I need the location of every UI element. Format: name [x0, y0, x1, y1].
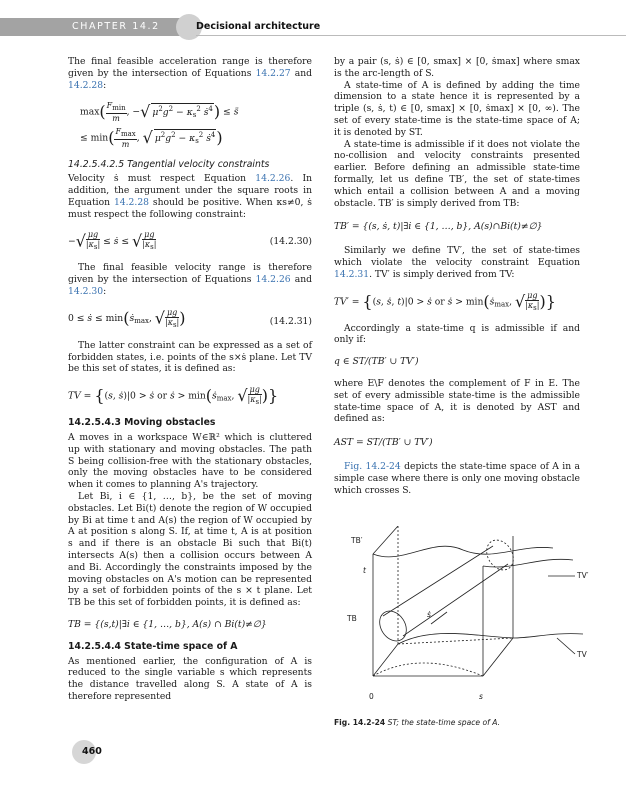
caption-text: ST; the state-time space of A.	[387, 718, 500, 727]
header-rule	[196, 35, 626, 36]
equation-14-2-31: 0 ≤ ṡ ≤ min(ṡ$_{max}$, √ $\frac{\mu g}{|\kappa s|}$ ) (14.2.31)	[68, 307, 312, 329]
paragraph: The latter constraint can be expressed as a set of forbidden states, i.e. points of the s×ṡ plane. Let TV be this set of states, it is defined as:	[68, 339, 312, 375]
equation-link[interactable]: 14.2.28	[68, 79, 104, 91]
equation-admissible: q ∈ ST/(TB′ ∪ TV′)	[334, 356, 419, 368]
label-s-axis: s	[479, 692, 483, 701]
equation-acceleration-range: max( $\frac{Fmin}{m}$ , −√ $\mu^2g^2 - \kappa_s^2$ ṡ$^4$) ≤ s̈ ≤ min( $\frac{Fmax}{m}$ , √ $\mu^2g^2 - \kappa_s^2$ ṡ$^4$)	[80, 101, 239, 150]
chapter-title: Decisional architecture	[196, 21, 321, 32]
equation-14-2-30: −√ $\frac{\mu g}{|\kappa s|}$ ≤ ṡ ≤ √ $\frac{\mu g}{|\kappa s|}$ (14.2.30)	[68, 230, 312, 252]
paragraph: Similarly we define TV′, the set of state-times which violate the velocity constraint Equation 14.2.31. TV′ is simply derived from TV:	[334, 245, 580, 280]
paragraph: A moves in a workspace W∈ℝ² which is cluttered up with stationary and moving obstacles. The path S being collision-free with the stationary obstacles, only the moving obstacles have to be considered when it comes to planning A's trajectory.	[68, 431, 312, 491]
equation-tv-prime: TV′ = {(s, ṡ, t)|0 > ṡ or ṡ > min(ṡ$_{max}$, √ $\frac{\mu g}{|\kappa s|}$ )}	[334, 290, 556, 312]
paragraph: The final feasible acceleration range is therefore given by the intersection of Equations 14.2.27 and 14.2.28:	[68, 56, 313, 91]
section-heading: 14.2.5.4.3 Moving obstacles	[68, 417, 216, 429]
state-time-diagram	[343, 526, 601, 706]
equation-ast: AST = ST/(TB′ ∪ TV′)	[334, 437, 433, 449]
label-tv-prime: TV′	[577, 571, 589, 580]
paragraph: A state-time of A is defined by adding the time dimension to a state hence it is represented by a triple (s, ṡ, t) ∈ [0, smax] × [0, ṡmax] × [0, ∞). The set of every state-time is the state-time space of A; it is denoted by ST.	[334, 79, 580, 138]
figure-caption	[334, 718, 594, 727]
equation-link[interactable]: 14.2.28	[113, 196, 150, 208]
figure-link[interactable]: Fig. 14.2-24	[344, 460, 401, 472]
equation-link[interactable]: 14.2.30	[68, 285, 104, 297]
chapter-label: CHAPTER 14.2	[0, 18, 186, 36]
equation-link[interactable]: 14.2.26	[255, 173, 291, 185]
equation-tv: TV = {(s, ṡ)|0 > ṡ or ṡ > min(ṡ$_{max}$, √ $\frac{\mu g}{|\kappa s|}$ )}	[68, 385, 279, 407]
equation-tb-prime: TB′ = {(s, ṡ, t)|∃i ∈ {1, …, b}, A(s)∩Bi(t)≠∅}	[334, 221, 543, 233]
paragraph: by a pair (s, ṡ) ∈ [0, smax] × [0, ṡmax] where smax is the arc-length of S.	[334, 56, 580, 79]
paragraph: A state-time is admissible if it does not violate the no-collision and velocity constraints presented earlier. Before defining an admissible state-time formally, let us define TB′, the set of state-times which entail a collision between A and a moving obstacle. TB′ is simply derived from TB:	[334, 138, 580, 209]
equation-tb: TB = {(s,t)|∃i ∈ {1, …, b}, A(s) ∩ Bi(t)≠∅}	[68, 618, 267, 630]
label-tb-prime: TB′	[351, 536, 363, 545]
section-heading: 14.2.5.4.4 State-time space of A	[68, 640, 238, 652]
paragraph: The final feasible velocity range is therefore given by the intersection of Equations 14.2.26 and 14.2.30:	[68, 262, 313, 297]
caption-number: Fig. 14.2-24	[334, 718, 386, 727]
label-origin: 0	[369, 692, 374, 701]
label-t-axis: t	[363, 566, 366, 575]
paragraph: Let Bi, i ∈ {1, …, b}, be the set of moving obstacles. Let Bi(t) denote the region of W occupied by Bi at time t and A(s) the region of W occupied by A at position s along S. If, at time t, A is at position s and if there is an obstacle Bi such that Bi(t) intersects A(s) then a collision occurs between A and Bi. Accordingly the constraints imposed by the moving obstacles on A's motion can be represented by a set of forbidden points of the s × t plane. Let TB be this set of forbidden points, it is defined as:	[68, 490, 312, 609]
label-tv: TV	[577, 650, 587, 659]
paragraph: Fig. 14.2-24 depicts the state-time space of A in a simple case where there is only one moving obstacle which crosses S.	[334, 460, 580, 496]
running-header	[0, 0, 626, 36]
paragraph: Velocity ṡ must respect Equation 14.2.26. In addition, the argument under the square roots in Equation 14.2.28 should be positive. When κs≠0, ṡ must respect the following constraint:	[68, 173, 313, 220]
equation-link[interactable]: 14.2.27	[255, 67, 291, 79]
equation-link[interactable]: 14.2.31	[334, 268, 370, 280]
paragraph: where E\F denotes the complement of F in E. The set of every admissible state-time is the admissible state-time space of A, it is denoted by AST and defined as:	[334, 377, 580, 425]
label-sdot-axis: ṡ	[427, 610, 431, 619]
paragraph: As mentioned earlier, the configuration of A is reduced to the single variable s which represents the distance travelled along S. A state of A is therefore represented	[68, 655, 312, 702]
label-tb: TB	[347, 614, 357, 623]
equation-number: (14.2.30)	[269, 236, 312, 248]
left-column	[68, 56, 312, 703]
right-column	[334, 56, 580, 496]
state-time-figure	[343, 526, 601, 706]
paragraph: Accordingly a state-time q is admissible if and only if:	[334, 322, 580, 346]
equation-number: (14.2.31)	[269, 315, 312, 327]
page-number: 460	[82, 746, 102, 757]
section-heading: 14.2.5.4.2.5 Tangential velocity constraints	[68, 159, 270, 171]
equation-link[interactable]: 14.2.26	[255, 274, 291, 286]
